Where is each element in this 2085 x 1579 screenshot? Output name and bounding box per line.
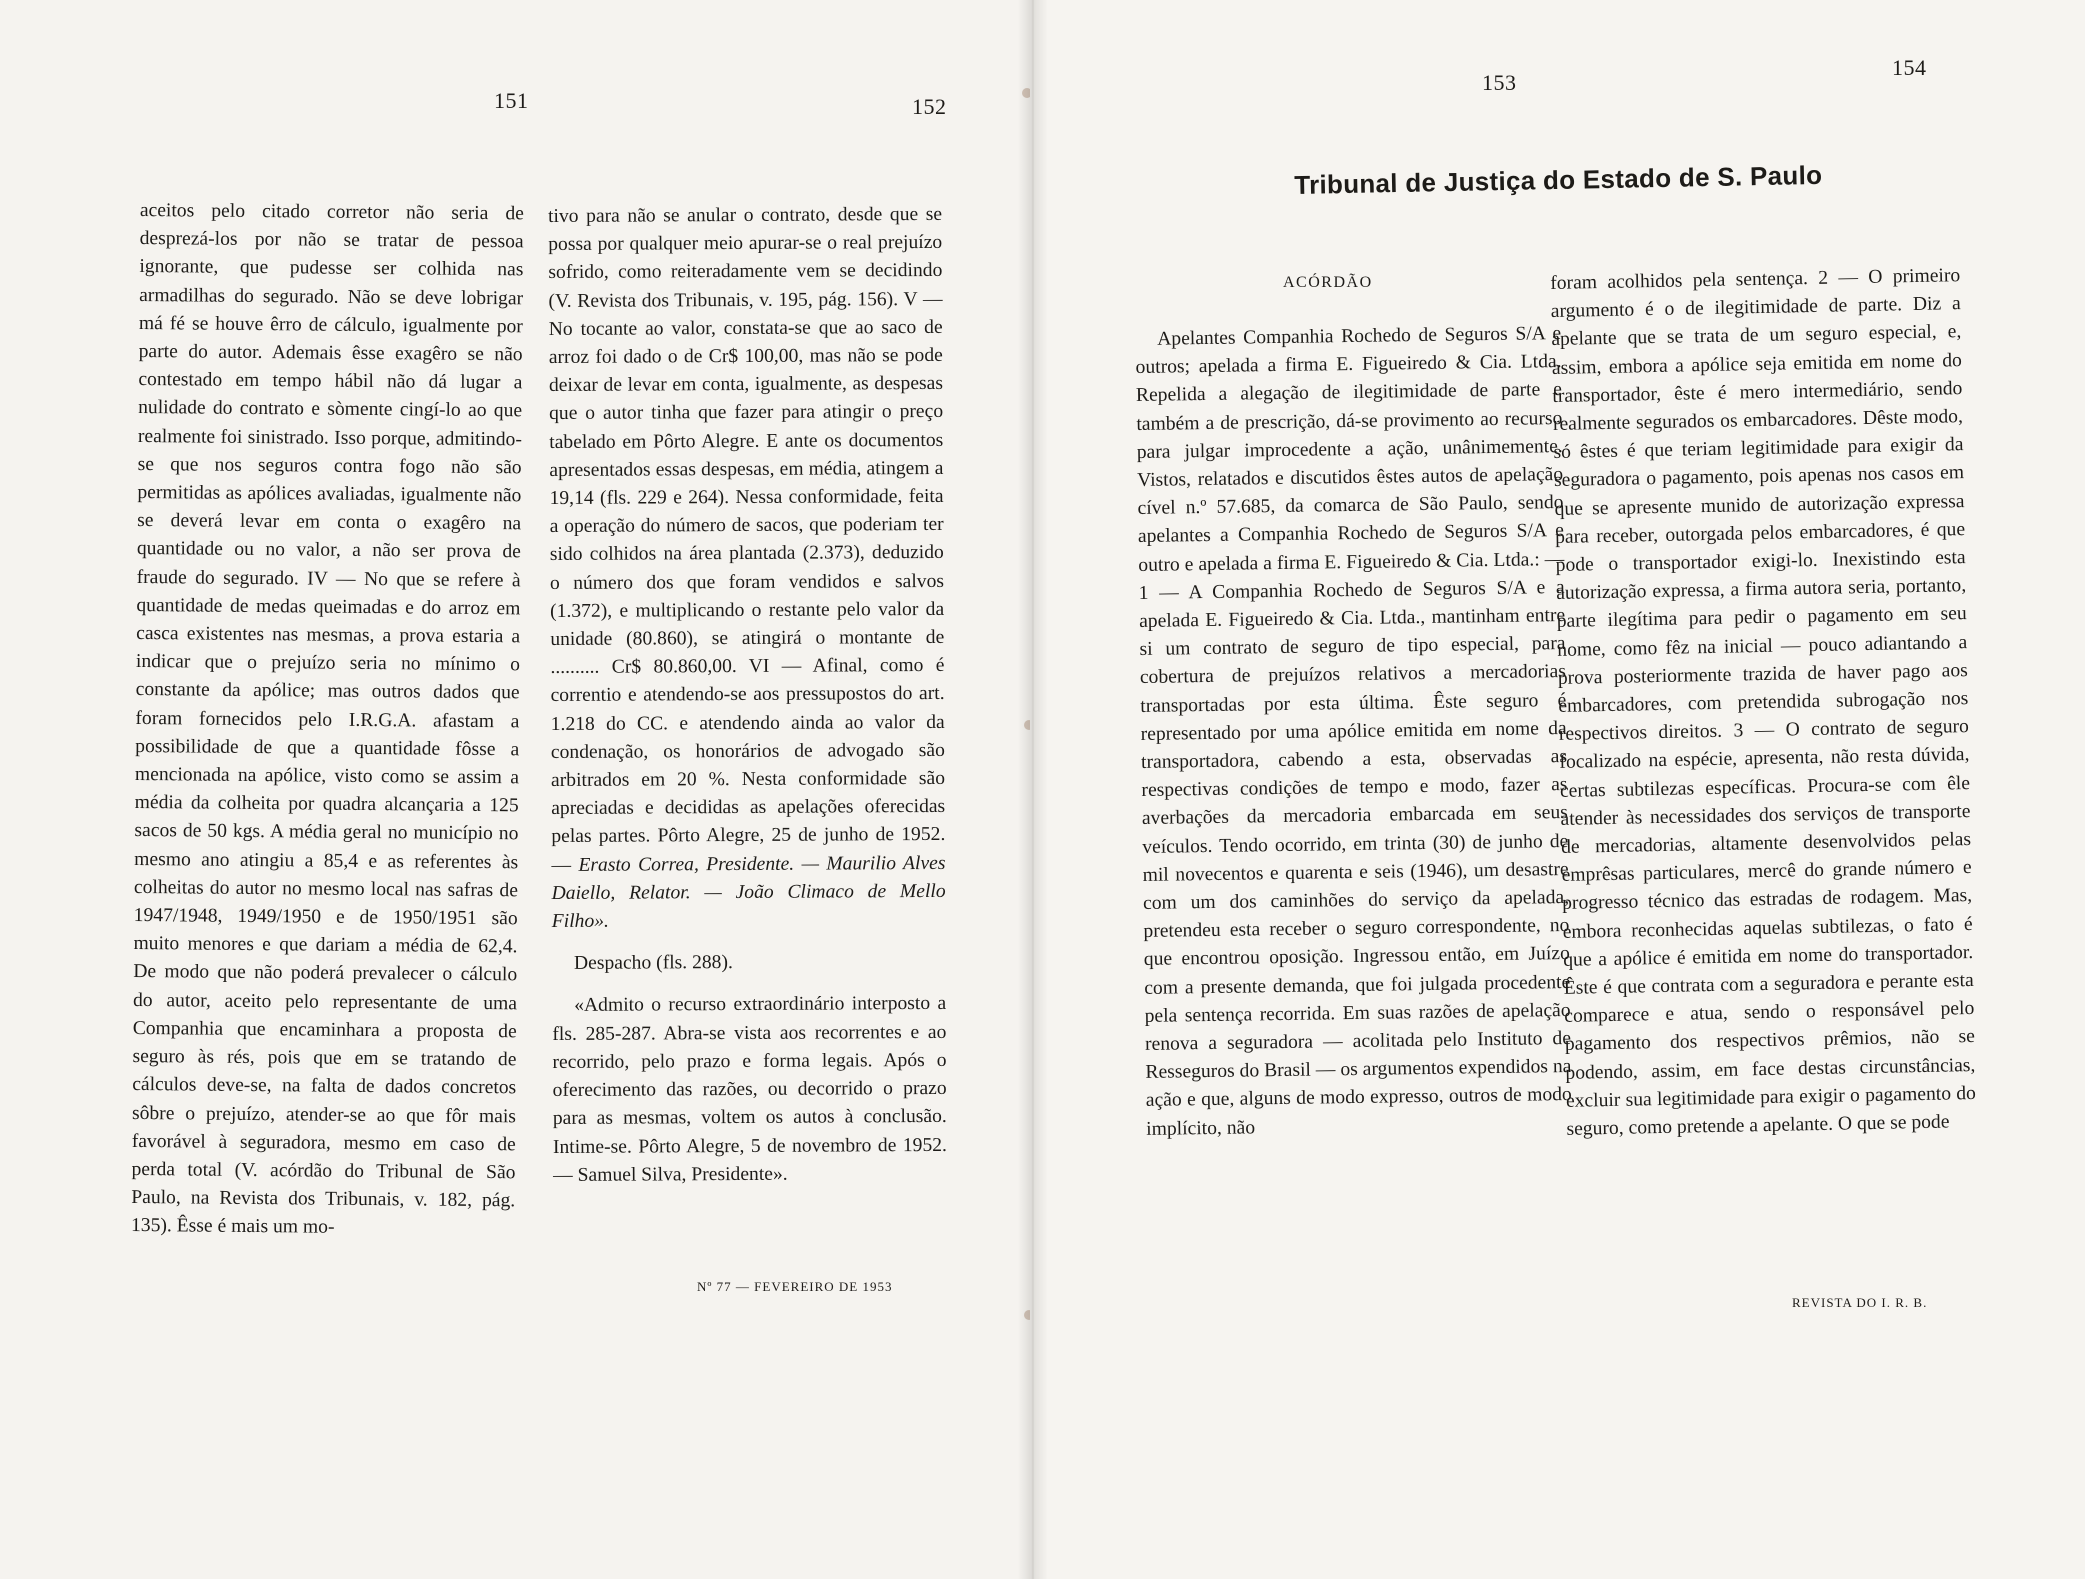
text-column-152 [548, 201, 947, 1190]
page-number-151: 151 [494, 88, 529, 113]
book-gutter [1018, 0, 1048, 1579]
section-heading: ACÓRDÃO [1283, 274, 1373, 291]
page-number-152: 152 [912, 94, 947, 119]
text-column-151 [131, 197, 524, 1244]
paragraph: aceitos pelo citado corretor não seria de desprezá-los por não se tratar de pessoa ignorante, que pudesse ser colhida nas armadilhas do segurado. Não se deve lobrigar má fé se houve êrro de cálculo, igualmente por parte do autor. Ademais êsse exagêro se não contestado em tempo hábil não dá lugar a nulidade do contrato e sòmente cingí-lo ao que realmente foi sinistrado. Isso porque, admitindo-se que nos seguros contra fogo não são permitidas as apólices avaliadas, igualmente não se deverá levar em conta o exagêro na quantidade ou no valor, a não ser prova de fraude do segurado. IV — No que se refere à quantidade de medas queimadas e do arroz em casca existentes nas mesmas, a prova estaria a indicar que o prejuízo seria no mínimo o constante da apólice; mas outros dados que foram fornecidos pelo I.R.G.A. afastam a possibilidade de que a quantidade fôsse a mencionada na apólice, visto como se assim a média da colheita por quadra alcançaria a 125 sacos de 50 kgs. A média geral no município no mesmo ano atingiu a 85,4 e as referentes às colheitas do autor no mesmo local nas safras de 1947/1948, 1949/1950 e de 1950/1951 são muito menores e que dariam a média de 62,4. De modo que não poderá prevalecer o cálculo do autor, aceito pelo representante de uma Companhia que encaminhara a proposta de seguro às rés, pois que em se tratando de cálculos deve-se, na falta de dados concretos sôbre o prejuízo, atender-se ao que fôr mais favorável à seguradora, mesmo em caso de perda total (V. acórdão do Tribunal de São Paulo, na Revista dos Tribunais, v. 182, pág. 135). Êsse é mais um mo- [130, 199, 524, 1239]
footer-issue: Nº 77 — FEVEREIRO DE 1953 [697, 1279, 893, 1294]
article-title: Tribunal de Justiça do Estado de S. Paulo [1294, 159, 1823, 200]
right-page [1030, 0, 2085, 1579]
paragraph: foram acolhidos pela sentença. 2 — O primeiro argumento é o de ilegitimidade de parte. Diz a apelante que se trata de um seguro especial, e, assim, embora a apólice seja emitida em nome do transportador, êste é mero intermediário, sendo realmente segurados os embarcadores. Dêste modo, só êstes é que teriam legitimidade para exigir da seguradora o pagamento, pois apenas nos casos em que se apresente munido de autorização expressa para receber, outorgada pelos embarcadores, é que pode o transportador exigi-lo. Inexistindo esta autorização expressa, a firma autora seria, portanto, parte ilegítima para pedir o pagamento em seu nome, como fêz na inicial — pouco adiantando a prova posteriormente trazida de haver pago aos embarcadores, com pretendida subrogação nos respectivos direitos. 3 — O contrato de seguro focalizado na espécie, apresenta, não resta dúvida, certas subtilezas específicas. Procura-se com êle atender às necessidades dos serviços de transporte de mercadorias, altamente desenvolvidos pelas emprêsas particulares, mercê do grande número e progresso técnico das estradas de rodagem. Mas, embora reconhecidas aquelas subtilezas, o fato é que a apólice é emitida em nome do transportador. Êste é que contrata com a seguradora e perante esta comparece e atua, sendo o responsável pelo pagamento dos respectivos prêmios, não se podendo, assim, em face destas circunstâncias, excluir sua legitimidade para exigir o pagamento do seguro, como pretende a apelante. O que se pode [1550, 265, 1977, 1140]
page-number-154: 154 [1892, 55, 1927, 80]
text-column-154 [1550, 262, 1977, 1144]
page-number-153: 153 [1482, 70, 1517, 95]
footer-journal: REVISTA DO I. R. B. [1792, 1295, 1928, 1310]
despacho-heading: Despacho (fls. 288). [573, 952, 733, 975]
signatures: Erasto Correa, Presidente. — Maurilio Alves Daiello, Relator. — João Climaco de Mello Filho». [551, 852, 946, 933]
left-page [0, 0, 1030, 1579]
paragraph: Apelantes Companhia Rochedo de Seguros S/A e outros; apelada a firma E. Figueiredo & Cia. Ltda. Repelida a alegação de ilegitimidade de parte e também a de prescrição, dá-se provimento ao recurso para julgar improcedente a ação, unânimemente. Vistos, relatados e discutidos êstes autos de apelação cível n.º 57.685, da comarca de São Paulo, sendo apelantes a Companhia Rochedo de Seguros S/A e outro e apelada a firma E. Figueiredo & Cia. Ltda.: — 1 — A Companhia Rochedo de Seguros S/A e a apelada E. Figueiredo & Cia. Ltda., mantinham entre si um contrato de seguro de tipo especial, para cobertura de prejuízos relativos a mercadorias transportadas por esta última. Êste seguro é representado por uma apólice emitida em nome da transportadora, cabendo a esta, observadas as respectivas condições de tempo e modo, fazer as averbações da mercadoria embarcada em seus veículos. Tendo ocorrido, em trinta (30) de junho de mil novecentos e quarenta e seis (1946), um desastre com um dos caminhões do serviço da apelada, pretendeu esta receber o seguro correspondente, no que encontrou oposição. Ingressou então, em Juízo com a presente demanda, que foi julgada procedente pela sentença recorrida. Em suas razões de apelação renova a seguradora — acolitada pelo Instituto de Resseguros do Brasil — os argumentos expendidos na ação e que, alguns de modo expresso, outros de modo implícito, não [1135, 323, 1572, 1140]
despacho-text: «Admito o recurso extraordinário interposto a fls. 285-287. Abra-se vista aos recorrentes e ao recorrido, pelo prazo e forma legais. Após o oferecimento das razões, ou decorrido o prazo para as mesmas, voltem os autos à conclusão. Intime-se. Pôrto Alegre, 5 de novembro de 1952. — Samuel Silva, Presidente». [552, 993, 947, 1186]
paragraph-continued [548, 201, 946, 936]
body-text: tivo para não se anular o contrato, desde que se possa por qualquer meio apurar-se o real prejuízo sofrido, como reiteradamente vem se decidindo (V. Revista dos Tribunais, v. 195, pág. 156). V — No tocante ao valor, constata-se que ao saco de arroz foi dado o de Cr$ 100,00, mas não se pode deixar de levar em conta, igualmente, as despesas que o autor tinha que fazer para atingir o preço tabelado em Pôrto Alegre. E ante os documentos apresentados essas despesas, em média, atingem a 19,14 (fls. 229 e 264). Nessa conformidade, feita a operação do número de sacos, que poderiam ter sido colhidos na área plantada (2.373), deduzido o número dos que foram vendidos e salvos (1.372), e multiplicando o restante pelo valor da unidade (80.860), se atingirá o montante de .......... Cr$ 80.860,00. VI — Afinal, como é correntio e atendendo-se aos pressupostos do art. 1.218 do CC. e atendendo ainda ao valor da condenação, os honorários de advogado são arbitrados em 20 %. Nesta conformidade são apreciadas e decididas as apelações oferecidas pelas partes. Pôrto Alegre, 25 de junho de 1952. — [548, 203, 946, 876]
text-column-153 [1135, 320, 1572, 1144]
